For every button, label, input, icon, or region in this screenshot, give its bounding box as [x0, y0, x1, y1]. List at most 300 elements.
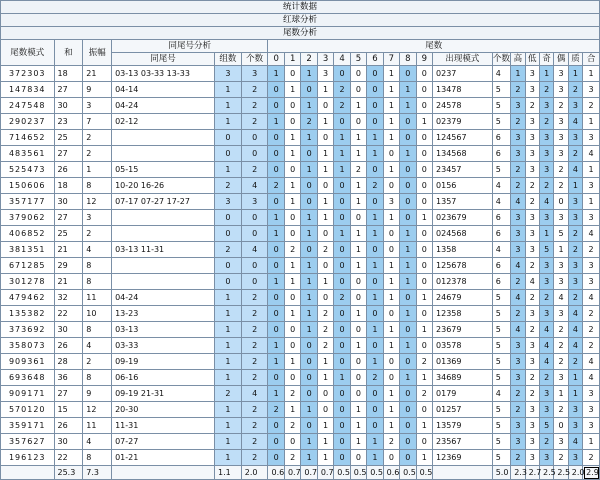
- cell-tail-6: 0: [367, 66, 383, 82]
- cell-tail-8: 0: [400, 402, 416, 418]
- cell-tail-0: 0: [268, 370, 284, 386]
- cell-stat-3: 1: [554, 386, 568, 402]
- cell-same-tail: [112, 258, 215, 274]
- cell-sum: 22: [54, 306, 83, 322]
- cell-stat-1: 2: [525, 322, 539, 338]
- cell-tail-2: 1: [301, 306, 317, 322]
- cell-tail-2: 0: [301, 386, 317, 402]
- cell-tail-1: 0: [284, 114, 300, 130]
- cell-mode: 24578: [433, 98, 493, 114]
- cell-mode-count: 6: [492, 274, 511, 290]
- cell-stat-2: 2: [539, 290, 553, 306]
- table-row: [1, 290, 600, 306]
- cell-stat-4: 3: [568, 450, 582, 466]
- cell-tail-2: 1: [301, 66, 317, 82]
- header-digit-1: 1: [284, 53, 300, 66]
- cell-stat-0: 3: [511, 130, 525, 146]
- cell-mode-count: 6: [492, 258, 511, 274]
- cell-amp: 4: [83, 338, 112, 354]
- cell-stat-5: 2: [583, 306, 600, 322]
- cell-stat-0: 2: [511, 306, 525, 322]
- table-row: [1, 450, 600, 466]
- cell-tail-2: 1: [301, 210, 317, 226]
- cell-tail-1: 0: [284, 370, 300, 386]
- cell-tail-6: 1: [367, 210, 383, 226]
- cell-tail-0: 0: [268, 130, 284, 146]
- cell-amp: 11: [83, 418, 112, 434]
- cell-stat-0: 4: [511, 290, 525, 306]
- cell-stat-5: 3: [583, 210, 600, 226]
- cell-stat-2: 3: [539, 210, 553, 226]
- cell-stat-5: 3: [583, 418, 600, 434]
- cell-tail-3: 2: [317, 338, 333, 354]
- cell-stat-2: 3: [539, 146, 553, 162]
- cell-pattern: 290237: [1, 114, 55, 130]
- cell-tail-3: 0: [317, 258, 333, 274]
- cell-tail-4: 1: [334, 146, 350, 162]
- header-digit-3: 3: [317, 53, 333, 66]
- header-mode: 出现模式: [433, 53, 493, 66]
- cell-count: 2: [241, 402, 268, 418]
- cell-tail-3: 1: [317, 194, 333, 210]
- cell-stat-5: 1: [583, 114, 600, 130]
- header-amp: 振幅: [83, 40, 112, 66]
- cell-stat-0: 2: [511, 114, 525, 130]
- cell-tail-7: 0: [383, 354, 399, 370]
- cell-tail-8: 0: [400, 386, 416, 402]
- cell-amp: 8: [83, 274, 112, 290]
- cell-tail-6: 2: [367, 370, 383, 386]
- cell-tail-7: 1: [383, 290, 399, 306]
- cell-stat-0: 2: [511, 274, 525, 290]
- cell-pattern: 373692: [1, 322, 55, 338]
- cell-count: 2: [241, 290, 268, 306]
- header-digit-4: 4: [334, 53, 350, 66]
- cell-tail-3: 0: [317, 178, 333, 194]
- cell-stat-1: 2: [525, 178, 539, 194]
- cell-tail-0: 0: [268, 146, 284, 162]
- header-digit-7: 7: [383, 53, 399, 66]
- cell-tail-0: 0: [268, 290, 284, 306]
- cell-tail-0: 1: [268, 210, 284, 226]
- cell-tail-7: 0: [383, 370, 399, 386]
- cell-stat-3: 2: [554, 402, 568, 418]
- header-digit-2: 2: [301, 53, 317, 66]
- cell-stat-0: 3: [511, 434, 525, 450]
- cell-tail-0: 1: [268, 66, 284, 82]
- cell-tail-1: 0: [284, 290, 300, 306]
- cell-sum: 30: [54, 194, 83, 210]
- header-stat-3: 偶: [554, 53, 568, 66]
- cell-tail-1: 0: [284, 226, 300, 242]
- cell-tail-9: 0: [416, 226, 432, 242]
- cell-sum: 27: [54, 210, 83, 226]
- cell-stat-3: 3: [554, 130, 568, 146]
- cell-tail-2: 1: [301, 290, 317, 306]
- cell-stat-4: 3: [568, 98, 582, 114]
- cell-count: 0: [241, 210, 268, 226]
- cell-count: 2: [241, 354, 268, 370]
- cell-pattern: 196123: [1, 450, 55, 466]
- cell-stat-1: 4: [525, 274, 539, 290]
- cell-mode: 0179: [433, 386, 493, 402]
- cell-tail-5: 1: [350, 306, 366, 322]
- cell-stat-3: 4: [554, 290, 568, 306]
- cell-stat-2: 3: [539, 402, 553, 418]
- cell-mode-count: 5: [492, 82, 511, 98]
- cell-count: 2: [241, 322, 268, 338]
- cell-tail-7: 2: [383, 434, 399, 450]
- cell-tail-5: 0: [350, 114, 366, 130]
- cell-tail-4: 0: [334, 322, 350, 338]
- cell-stat-4: 2: [568, 290, 582, 306]
- table-row: [1, 146, 600, 162]
- footer-tail-2: 0.7: [301, 466, 317, 480]
- cell-stat-1: 3: [525, 130, 539, 146]
- cell-tail-5: 0: [350, 274, 366, 290]
- cell-tail-7: 0: [383, 450, 399, 466]
- table-row: [1, 210, 600, 226]
- cell-mode-count: 4: [492, 194, 511, 210]
- footer-stat-2: 2.5: [539, 466, 553, 480]
- cell-sum: 21: [54, 274, 83, 290]
- cell-count: 2: [241, 418, 268, 434]
- cell-mode: 13478: [433, 82, 493, 98]
- cell-tail-1: 1: [284, 82, 300, 98]
- cell-stat-2: 4: [539, 322, 553, 338]
- cell-stat-2: 3: [539, 274, 553, 290]
- cell-tail-8: 0: [400, 322, 416, 338]
- cell-stat-4: 3: [568, 274, 582, 290]
- cell-mode-count: 4: [492, 178, 511, 194]
- cell-tail-0: 0: [268, 98, 284, 114]
- cell-same-tail: 03-13 03-33 13-33: [112, 66, 215, 82]
- table-row: [1, 434, 600, 450]
- table-row: [1, 258, 600, 274]
- cell-tail-0: 0: [268, 258, 284, 274]
- cell-stat-2: 5: [539, 242, 553, 258]
- cell-stat-5: 2: [583, 98, 600, 114]
- cell-stat-4: 3: [568, 210, 582, 226]
- cell-tail-1: 0: [284, 98, 300, 114]
- cell-same-tail: 09-19 21-31: [112, 386, 215, 402]
- cell-stat-5: 2: [583, 322, 600, 338]
- footer-count: 2.0: [241, 466, 268, 480]
- cell-tail-2: 0: [301, 146, 317, 162]
- cell-sum: 18: [54, 178, 83, 194]
- cell-tail-7: 1: [383, 130, 399, 146]
- cell-stat-2: 2: [539, 178, 553, 194]
- cell-tail-0: 1: [268, 386, 284, 402]
- cell-tail-8: 0: [400, 418, 416, 434]
- footer-tail-1: 0.7: [284, 466, 300, 480]
- cell-amp: 2: [83, 226, 112, 242]
- cell-tail-2: 1: [301, 162, 317, 178]
- cell-stat-5: 4: [583, 290, 600, 306]
- cell-groups: 0: [214, 130, 241, 146]
- header-tail-group: 尾数: [268, 40, 600, 53]
- cell-same-tail: 03-33: [112, 338, 215, 354]
- cell-tail-6: 0: [367, 402, 383, 418]
- cell-tail-9: 0: [416, 146, 432, 162]
- cell-tail-7: 1: [383, 66, 399, 82]
- cell-stat-5: 3: [583, 130, 600, 146]
- cell-tail-3: 1: [317, 434, 333, 450]
- cell-tail-5: 1: [350, 402, 366, 418]
- cell-same-tail: [112, 146, 215, 162]
- cell-tail-6: 0: [367, 306, 383, 322]
- table-row: [1, 82, 600, 98]
- footer-blank3: [433, 466, 493, 480]
- cell-mode-count: 6: [492, 130, 511, 146]
- cell-amp: 21: [83, 66, 112, 82]
- cell-mode: 1358: [433, 242, 493, 258]
- cell-tail-1: 1: [284, 354, 300, 370]
- cell-tail-1: 2: [284, 450, 300, 466]
- cell-sum: 26: [54, 418, 83, 434]
- cell-tail-1: 1: [284, 402, 300, 418]
- cell-stat-5: 2: [583, 450, 600, 466]
- table-row: [1, 114, 600, 130]
- cell-tail-9: 1: [416, 114, 432, 130]
- cell-sum: 29: [54, 258, 83, 274]
- cell-mode-count: 5: [492, 98, 511, 114]
- cell-stat-0: 1: [511, 66, 525, 82]
- cell-tail-2: 1: [301, 258, 317, 274]
- cell-tail-7: 1: [383, 274, 399, 290]
- cell-same-tail: 03-13: [112, 322, 215, 338]
- cell-mode-count: 4: [492, 242, 511, 258]
- cell-tail-8: 1: [400, 274, 416, 290]
- cell-tail-1: 1: [284, 130, 300, 146]
- cell-tail-5: 1: [350, 98, 366, 114]
- cell-mode: 23457: [433, 162, 493, 178]
- cell-tail-3: 0: [317, 290, 333, 306]
- cell-stat-1: 3: [525, 306, 539, 322]
- cell-pattern: 483561: [1, 146, 55, 162]
- cell-stat-0: 3: [511, 210, 525, 226]
- cell-stat-2: 3: [539, 450, 553, 466]
- cell-tail-3: 1: [317, 82, 333, 98]
- cell-tail-4: 1: [334, 370, 350, 386]
- cell-tail-9: 0: [416, 402, 432, 418]
- cell-mode: 125678: [433, 258, 493, 274]
- cell-count: 2: [241, 98, 268, 114]
- cell-tail-7: 1: [383, 322, 399, 338]
- cell-count: 0: [241, 226, 268, 242]
- cell-count: 0: [241, 130, 268, 146]
- cell-tail-8: 1: [400, 338, 416, 354]
- cell-stat-5: 3: [583, 258, 600, 274]
- cell-tail-4: 0: [334, 242, 350, 258]
- cell-tail-8: 0: [400, 162, 416, 178]
- cell-tail-6: 1: [367, 354, 383, 370]
- cell-same-tail: [112, 210, 215, 226]
- cell-tail-2: 1: [301, 322, 317, 338]
- cell-sum: 23: [54, 114, 83, 130]
- cell-tail-0: 0: [268, 306, 284, 322]
- cell-groups: 3: [214, 194, 241, 210]
- cell-tail-4: 0: [334, 210, 350, 226]
- footer-tail-6: 0.5: [367, 466, 383, 480]
- cell-stat-1: 3: [525, 114, 539, 130]
- cell-tail-0: 0: [268, 194, 284, 210]
- cell-tail-5: 0: [350, 82, 366, 98]
- cell-stat-0: 3: [511, 146, 525, 162]
- cell-tail-8: 1: [400, 98, 416, 114]
- table-row: [1, 418, 600, 434]
- footer-groups: 1.1: [214, 466, 241, 480]
- cell-groups: 3: [214, 66, 241, 82]
- cell-mode: 12369: [433, 450, 493, 466]
- cell-tail-7: 1: [383, 210, 399, 226]
- cell-tail-5: 1: [350, 194, 366, 210]
- cell-count: 2: [241, 450, 268, 466]
- cell-stat-0: 4: [511, 322, 525, 338]
- cell-stat-0: 3: [511, 242, 525, 258]
- cell-pattern: 909361: [1, 354, 55, 370]
- header-sum: 和: [54, 40, 83, 66]
- header-digit-9: 9: [416, 53, 432, 66]
- cell-tail-8: 1: [400, 258, 416, 274]
- cell-stat-1: 3: [525, 226, 539, 242]
- table-row: [1, 242, 600, 258]
- cell-mode: 01257: [433, 402, 493, 418]
- cell-mode: 13579: [433, 418, 493, 434]
- cell-pattern: 357177: [1, 194, 55, 210]
- cell-mode-count: 5: [492, 162, 511, 178]
- cell-tail-3: 2: [317, 306, 333, 322]
- table-row: [1, 178, 600, 194]
- cell-pattern: 406852: [1, 226, 55, 242]
- cell-tail-3: 0: [317, 226, 333, 242]
- cell-tail-4: 0: [334, 66, 350, 82]
- cell-stat-2: 1: [539, 226, 553, 242]
- cell-stat-2: 1: [539, 66, 553, 82]
- cell-stat-2: 5: [539, 418, 553, 434]
- cell-same-tail: 05-15: [112, 162, 215, 178]
- cell-tail-0: 0: [268, 242, 284, 258]
- cell-stat-0: 3: [511, 354, 525, 370]
- cell-tail-1: 2: [284, 242, 300, 258]
- cell-tail-9: 0: [416, 82, 432, 98]
- cell-sum: 26: [54, 338, 83, 354]
- cell-mode: 03578: [433, 338, 493, 354]
- cell-stat-2: 2: [539, 434, 553, 450]
- footer-tail-5: 0.5: [350, 466, 366, 480]
- cell-mode: 124567: [433, 130, 493, 146]
- cell-tail-2: 0: [301, 354, 317, 370]
- cell-stat-4: 3: [568, 194, 582, 210]
- cell-tail-0: 2: [268, 402, 284, 418]
- cell-stat-4: 2: [568, 226, 582, 242]
- cell-tail-3: 0: [317, 130, 333, 146]
- header-groups: 组数: [214, 53, 241, 66]
- footer-stat-1: 2.7: [525, 466, 539, 480]
- footer-mode-count: 5.0: [492, 466, 511, 480]
- cell-groups: 0: [214, 146, 241, 162]
- cell-tail-4: 1: [334, 162, 350, 178]
- cell-tail-9: 2: [416, 354, 432, 370]
- cell-stat-2: 3: [539, 162, 553, 178]
- footer-stat-4: 2.0: [568, 466, 582, 480]
- cell-groups: 1: [214, 306, 241, 322]
- cell-mode-count: 5: [492, 434, 511, 450]
- cell-mode: 024568: [433, 226, 493, 242]
- cell-mode-count: 5: [492, 370, 511, 386]
- cell-tail-1: 0: [284, 338, 300, 354]
- cell-count: 2: [241, 306, 268, 322]
- cell-tail-9: 0: [416, 98, 432, 114]
- cell-same-tail: 10-20 16-26: [112, 178, 215, 194]
- cell-stat-1: 3: [525, 418, 539, 434]
- cell-tail-7: 0: [383, 226, 399, 242]
- cell-stat-1: 2: [525, 370, 539, 386]
- footer-blank: [1, 466, 55, 480]
- cell-stat-5: 3: [583, 402, 600, 418]
- cell-tail-3: 1: [317, 354, 333, 370]
- cell-amp: 12: [83, 402, 112, 418]
- cell-stat-2: 2: [539, 82, 553, 98]
- cell-mode: 023679: [433, 210, 493, 226]
- cell-tail-7: 1: [383, 258, 399, 274]
- cell-amp: 2: [83, 130, 112, 146]
- cell-tail-0: 0: [268, 450, 284, 466]
- cell-stat-5: 1: [583, 434, 600, 450]
- cell-stat-4: 4: [568, 434, 582, 450]
- cell-tail-3: 1: [317, 370, 333, 386]
- cell-sum: 30: [54, 322, 83, 338]
- cell-amp: 3: [83, 210, 112, 226]
- cell-stat-3: 3: [554, 370, 568, 386]
- cell-tail-2: 0: [301, 418, 317, 434]
- cell-stat-5: 3: [583, 386, 600, 402]
- cell-tail-1: 0: [284, 434, 300, 450]
- cell-sum: 28: [54, 354, 83, 370]
- header-digit-6: 6: [367, 53, 383, 66]
- cell-tail-3: 2: [317, 242, 333, 258]
- cell-tail-6: 0: [367, 114, 383, 130]
- cell-stat-3: 3: [554, 146, 568, 162]
- cell-same-tail: 20-30: [112, 402, 215, 418]
- cell-same-tail: [112, 226, 215, 242]
- cell-tail-4: 0: [334, 450, 350, 466]
- cell-amp: 4: [83, 434, 112, 450]
- cell-tail-9: 0: [416, 242, 432, 258]
- cell-tail-1: 0: [284, 210, 300, 226]
- cell-tail-3: 1: [317, 162, 333, 178]
- footer-blank2: [112, 466, 215, 480]
- cell-stat-3: 3: [554, 210, 568, 226]
- cell-stat-0: 4: [511, 194, 525, 210]
- cell-tail-7: 0: [383, 306, 399, 322]
- cell-groups: 0: [214, 226, 241, 242]
- cell-stat-3: 2: [554, 450, 568, 466]
- cell-tail-8: 0: [400, 130, 416, 146]
- cell-sum: 27: [54, 146, 83, 162]
- cell-tail-9: 0: [416, 258, 432, 274]
- cell-tail-5: 1: [350, 130, 366, 146]
- cell-tail-5: 0: [350, 210, 366, 226]
- cell-count: 2: [241, 82, 268, 98]
- cell-tail-7: 1: [383, 114, 399, 130]
- cell-tail-7: 1: [383, 418, 399, 434]
- cell-pattern: 714652: [1, 130, 55, 146]
- cell-groups: 1: [214, 162, 241, 178]
- cell-pattern: 693648: [1, 370, 55, 386]
- cell-tail-5: 2: [350, 162, 366, 178]
- cell-tail-5: 0: [350, 354, 366, 370]
